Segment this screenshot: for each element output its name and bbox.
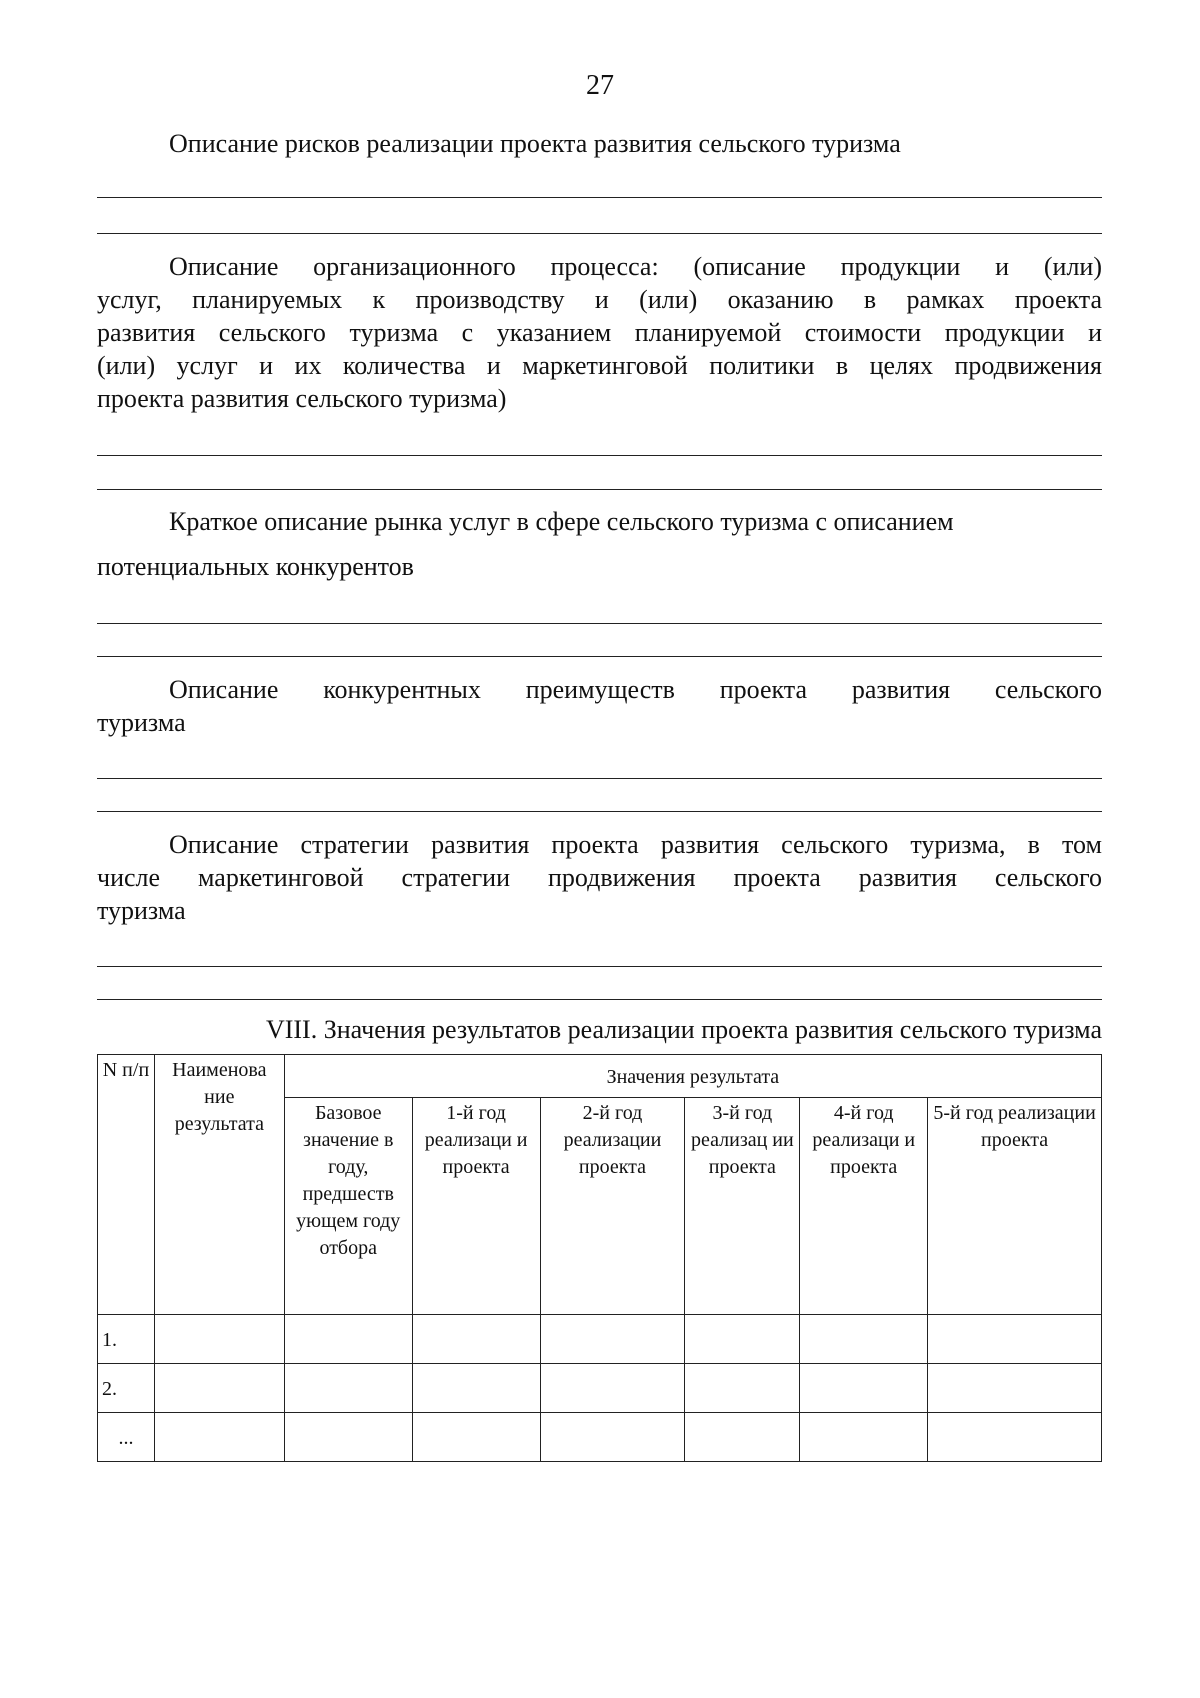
results-table xyxy=(97,1054,1102,1462)
org-process-line: Описание организационного процесса: (описание продукции и (или) xyxy=(169,252,1102,281)
blank-line xyxy=(97,811,1102,812)
col-header-year-2: 2-й год реализации проекта xyxy=(540,1098,685,1315)
section-title: VIII. Значения результатов реализации проекта развития сельского туризма xyxy=(265,1015,1102,1044)
col-header-base-value: Базовое значение в году, предшеств ующем году отбора xyxy=(284,1098,412,1315)
col-header-result-values: Значения результата xyxy=(284,1055,1101,1098)
table-cell xyxy=(928,1364,1102,1413)
table-cell xyxy=(800,1315,928,1364)
blank-line xyxy=(97,233,1102,234)
col-header-year-5: 5-й год реализации проекта xyxy=(928,1098,1102,1315)
col-header-year-3: 3-й год реализац ии проекта xyxy=(685,1098,800,1315)
strategy-label-cont: числе маркетинговой стратегии продвижения проекта развития сельского xyxy=(97,863,1102,892)
table-cell xyxy=(412,1315,540,1364)
blank-line xyxy=(97,455,1102,456)
table-cell xyxy=(928,1315,1102,1364)
table-cell xyxy=(412,1364,540,1413)
risks-description-label: Описание рисков реализации проекта развития сельского туризма xyxy=(169,129,901,158)
org-process-line: (или) услуг и их количества и маркетинговой политики в целях продвижения xyxy=(97,351,1102,380)
table-cell xyxy=(540,1413,685,1462)
table-cell xyxy=(928,1413,1102,1462)
table-cell xyxy=(685,1315,800,1364)
row-number: 1. xyxy=(98,1315,155,1364)
table-row xyxy=(98,1315,1102,1364)
table-row xyxy=(98,1413,1102,1462)
blank-line xyxy=(97,778,1102,779)
table-cell xyxy=(154,1413,284,1462)
table-cell xyxy=(685,1364,800,1413)
col-header-result-name: Наименова ние результата xyxy=(154,1055,284,1315)
table-cell xyxy=(800,1413,928,1462)
org-process-paragraph xyxy=(97,250,1102,415)
col-header-year-1: 1-й год реализаци и проекта xyxy=(412,1098,540,1315)
blank-line xyxy=(97,999,1102,1000)
org-process-line: проекта развития сельского туризма) xyxy=(97,384,507,413)
competitive-advantages-label: Описание конкурентных преимуществ проекта развития сельского xyxy=(169,675,1102,704)
org-process-line: развития сельского туризма с указанием планируемой стоимости продукции и xyxy=(97,318,1102,347)
table-row xyxy=(98,1364,1102,1413)
strategy-label-cont: туризма xyxy=(97,896,186,925)
market-description-label: Краткое описание рынка услуг в сфере сельского туризма с описанием xyxy=(169,507,954,536)
market-description-label-cont: потенциальных конкурентов xyxy=(97,552,414,581)
blank-line xyxy=(97,623,1102,624)
blank-line xyxy=(97,197,1102,198)
page-number: 27 xyxy=(586,70,614,101)
blank-line xyxy=(97,966,1102,967)
strategy-label: Описание стратегии развития проекта развития сельского туризма, в том xyxy=(169,830,1102,859)
table-cell xyxy=(800,1364,928,1413)
table-cell xyxy=(540,1315,685,1364)
row-number: ... xyxy=(98,1413,155,1462)
competitive-advantages-label-cont: туризма xyxy=(97,708,186,737)
table-cell xyxy=(154,1315,284,1364)
table-cell xyxy=(412,1413,540,1462)
col-header-year-4: 4-й год реализаци и проекта xyxy=(800,1098,928,1315)
blank-line xyxy=(97,489,1102,490)
col-header-number: N п/п xyxy=(98,1055,155,1315)
org-process-line: услуг, планируемых к производству и (или) оказанию в рамках проекта xyxy=(97,285,1102,314)
blank-line xyxy=(97,656,1102,657)
table-cell xyxy=(284,1315,412,1364)
table-cell xyxy=(540,1364,685,1413)
table-cell xyxy=(154,1364,284,1413)
table-cell xyxy=(284,1413,412,1462)
table-cell xyxy=(685,1413,800,1462)
row-number: 2. xyxy=(98,1364,155,1413)
table-cell xyxy=(284,1364,412,1413)
